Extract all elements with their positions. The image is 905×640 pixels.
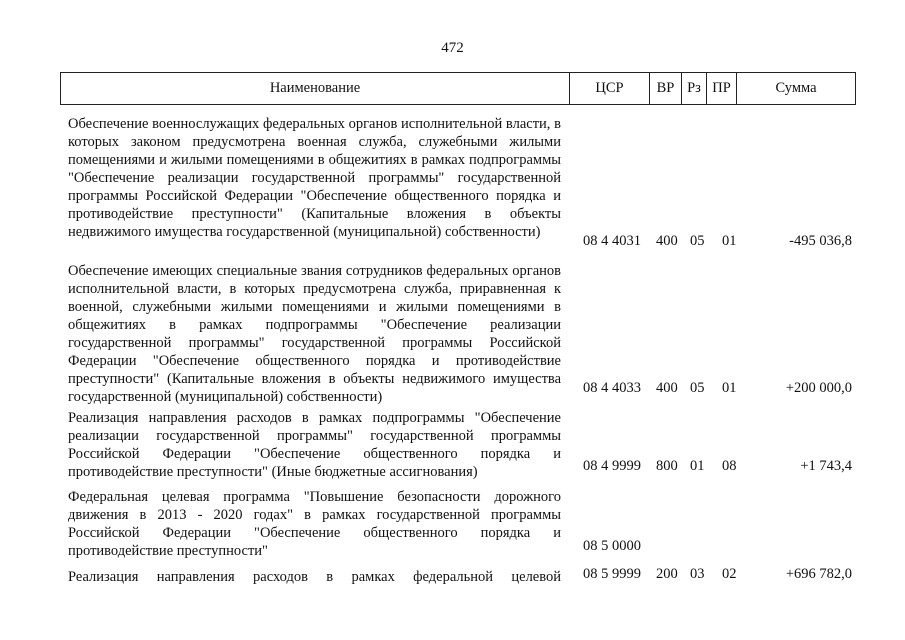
header-sum: Сумма: [775, 80, 817, 96]
header-name: Наименование: [61, 73, 570, 104]
row-vr: 400: [656, 233, 678, 249]
row-sum: +696 782,0: [785, 566, 852, 582]
table-header: [60, 72, 856, 105]
row-pr: 01: [722, 233, 737, 249]
row-name: Федеральная целевая программа "Повышение безопасности дорожного движения в 2013 - 2020 годах" в рамках государственной программы Российской Федерации "Обеспечение общественного порядка и противодействие преступности": [68, 489, 561, 559]
row-name: Реализация направления расходов в рамках федеральной целевой: [68, 569, 561, 585]
row-pr: 01: [722, 380, 737, 396]
row-rz: 03: [690, 566, 705, 582]
row-sum: -495 036,8: [789, 233, 852, 249]
row-pr: 02: [722, 566, 737, 582]
row-rz: 01: [690, 458, 705, 474]
row-sum: +200 000,0: [785, 380, 852, 396]
row-vr: 200: [656, 566, 678, 582]
row-csr: 08 5 0000: [583, 538, 641, 554]
row-rz: 05: [690, 380, 705, 396]
header-vr: ВР: [650, 73, 682, 104]
header-rz: Рз: [682, 73, 707, 104]
row-csr: 08 4 4033: [583, 380, 641, 396]
row-rz: 05: [690, 233, 705, 249]
header-csr: ЦСР: [570, 73, 650, 104]
row-name: Реализация направления расходов в рамках подпрограммы "Обеспечение реализации государственной программы" государственной программы Российской Федерации "Обеспечение общественного порядка и противодействие преступности" (Иные бюджетные ассигнования): [68, 410, 561, 480]
row-csr: 08 5 9999: [583, 566, 641, 582]
row-name: Обеспечение военнослужащих федеральных органов исполнительной власти, в которых законом предусмотрена военная служба, служебными жилыми помещениями и жилыми помещениями в общежитиях в рамках подпрограммы "Обеспечение реализации государственной программы" государственной программы Российской Федерации "Обеспечение общественного порядка и противодействие преступности" (Капитальные вложения в объекты недвижимого имущества государственной (муниципальной) собственности): [68, 116, 561, 240]
row-vr: 800: [656, 458, 678, 474]
row-csr: 08 4 4031: [583, 233, 641, 249]
page-number: 472: [441, 40, 464, 56]
row-csr: 08 4 9999: [583, 458, 641, 474]
row-name: Обеспечение имеющих специальные звания сотрудников федеральных органов исполнительной власти, в которых предусмотрена служба, приравненная к военной, служебными жилыми помещениями и жилыми помещениями в общежитиях в рамках подпрограммы "Обеспечение реализации государственной программы" государственной программы Российской Федерации "Обеспечение общественного порядка и противодействие преступности" (Капитальные вложения в объекты недвижимого имущества государственной (муниципальной) собственности): [68, 263, 561, 405]
row-pr: 08: [722, 458, 737, 474]
header-pr: ПР: [707, 73, 737, 104]
row-vr: 400: [656, 380, 678, 396]
row-sum: +1 743,4: [800, 458, 852, 474]
